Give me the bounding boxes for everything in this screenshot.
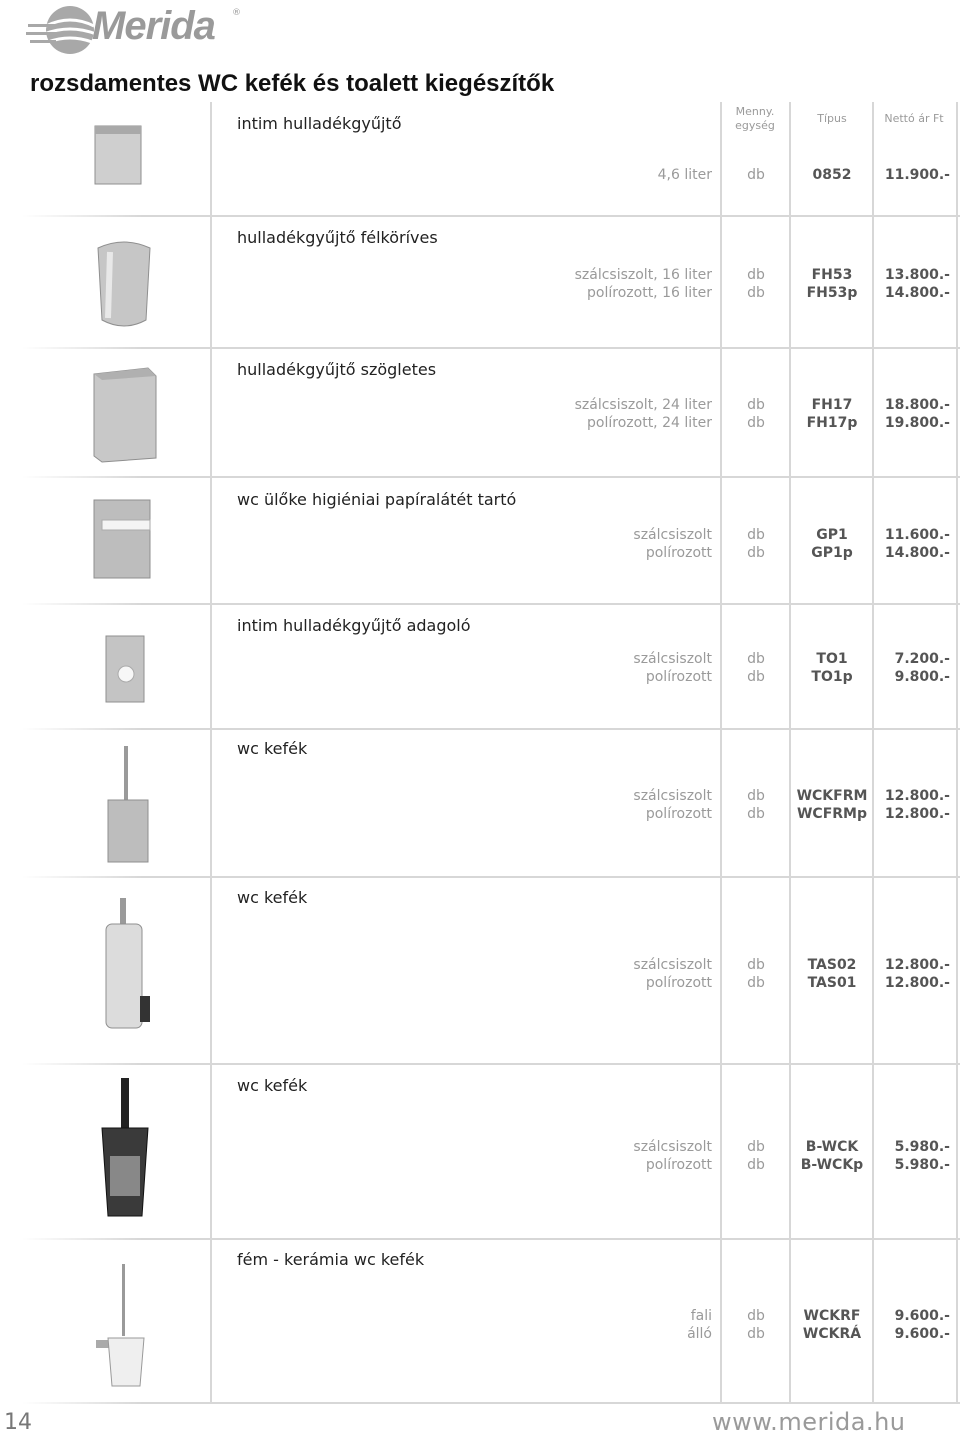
product-code: WCKRÁ: [802, 1326, 862, 1342]
wc-brush-ceramic-image: [92, 1262, 156, 1396]
product-price: 5.980.-: [894, 1157, 950, 1173]
unit-value: db: [747, 1139, 765, 1155]
unit-value: db: [747, 788, 765, 804]
square-bin-image: [88, 366, 160, 464]
product-code: GP1p: [811, 545, 853, 561]
product-price: 19.800.-: [884, 415, 950, 431]
wc-brush-wall-image: [100, 744, 156, 866]
header-qty: Menny. egység: [735, 105, 775, 132]
product-code: GP1: [816, 527, 848, 543]
product-description: szálcsiszolt: [633, 788, 712, 804]
product-code: FH53: [811, 267, 853, 283]
category-label: intim hulladékgyűjtő adagoló: [237, 616, 471, 635]
column-divider: [720, 102, 722, 1404]
row-divider: [22, 1402, 960, 1404]
website-link[interactable]: www.merida.hu: [712, 1408, 906, 1436]
unit-value: db: [747, 1157, 765, 1173]
unit-value: db: [747, 1308, 765, 1324]
header-price: Nettó ár Ft: [884, 112, 944, 125]
unit-value: db: [747, 285, 765, 301]
header-type: Típus: [817, 112, 847, 125]
product-price: 5.980.-: [894, 1139, 950, 1155]
product-description: szálcsiszolt: [633, 651, 712, 667]
category-label: intim hulladékgyűjtő: [237, 114, 402, 133]
unit-value: db: [747, 397, 765, 413]
unit-value: db: [747, 167, 765, 183]
row-divider: [22, 347, 960, 349]
product-price: 9.800.-: [894, 669, 950, 685]
product-description: szálcsiszolt, 16 liter: [574, 267, 712, 283]
intim-dispenser-image: [102, 632, 148, 706]
product-code: FH53p: [806, 285, 858, 301]
product-code: 0852: [812, 167, 852, 183]
row-divider: [22, 728, 960, 730]
product-price: 9.600.-: [894, 1308, 950, 1324]
unit-value: db: [747, 1326, 765, 1342]
semicircle-bin-image: [92, 238, 156, 330]
unit-value: db: [747, 267, 765, 283]
product-description: szálcsiszolt: [633, 527, 712, 543]
unit-value: db: [747, 415, 765, 431]
unit-value: db: [747, 806, 765, 822]
product-description: polírozott: [645, 975, 712, 991]
product-code: WCKRF: [803, 1308, 861, 1324]
row-divider: [22, 876, 960, 878]
product-price: 12.800.-: [884, 788, 950, 804]
column-divider: [872, 102, 874, 1404]
product-description: szálcsiszolt: [633, 1139, 712, 1155]
wc-brush-black-image: [92, 1076, 158, 1224]
product-description: szálcsiszolt, 24 liter: [574, 397, 712, 413]
product-description: fali: [690, 1308, 712, 1324]
product-code: WCFRMp: [796, 806, 867, 822]
product-price: 18.800.-: [884, 397, 950, 413]
product-code: TO1p: [811, 669, 853, 685]
page-title: rozsdamentes WC kefék és toalett kiegészítők: [30, 70, 555, 97]
unit-value: db: [747, 957, 765, 973]
product-code: B-WCKp: [800, 1157, 864, 1173]
category-label: wc kefék: [237, 739, 308, 758]
product-price: 13.800.-: [884, 267, 950, 283]
category-label: wc kefék: [237, 888, 308, 907]
product-description: álló: [687, 1326, 712, 1342]
unit-value: db: [747, 669, 765, 685]
product-description: polírozott: [645, 669, 712, 685]
row-divider: [22, 603, 960, 605]
product-price: 12.800.-: [884, 957, 950, 973]
product-price: 9.600.-: [894, 1326, 950, 1342]
product-price: 11.900.-: [884, 167, 950, 183]
product-description: 4,6 liter: [657, 167, 712, 183]
page-number: 14: [4, 1410, 32, 1435]
product-price: 12.800.-: [884, 975, 950, 991]
product-price: 14.800.-: [884, 285, 950, 301]
product-price: 12.800.-: [884, 806, 950, 822]
row-divider: [22, 1238, 960, 1240]
intim-bin-image: [90, 122, 146, 188]
seat-cover-holder-image: [88, 496, 158, 582]
wc-brush-round-image: [96, 896, 156, 1034]
column-divider: [956, 102, 958, 1404]
category-label: hulladékgyűjtő félköríves: [237, 228, 438, 247]
product-price: 11.600.-: [884, 527, 950, 543]
product-description: polírozott: [645, 545, 712, 561]
product-description: szálcsiszolt: [633, 957, 712, 973]
column-divider: [210, 102, 212, 1404]
product-code: FH17p: [806, 415, 858, 431]
category-label: wc ülőke higiéniai papíralátét tartó: [237, 490, 517, 509]
product-code: TAS02: [807, 957, 857, 973]
category-label: hulladékgyűjtő szögletes: [237, 360, 437, 379]
unit-value: db: [747, 651, 765, 667]
column-divider: [789, 102, 791, 1404]
product-code: B-WCK: [805, 1139, 859, 1155]
product-description: polírozott, 16 liter: [587, 285, 712, 301]
product-description: polírozott: [645, 806, 712, 822]
brand-name: Merida: [92, 4, 215, 48]
category-label: fém - kerámia wc kefék: [237, 1250, 425, 1269]
product-code: WCKFRM: [796, 788, 868, 804]
product-description: polírozott, 24 liter: [587, 415, 712, 431]
registered-mark: ®: [232, 8, 241, 18]
category-label: wc kefék: [237, 1076, 308, 1095]
unit-value: db: [747, 527, 765, 543]
product-code: FH17: [811, 397, 853, 413]
unit-value: db: [747, 545, 765, 561]
row-divider: [22, 1063, 960, 1065]
product-code: TAS01: [807, 975, 857, 991]
row-divider: [22, 215, 960, 217]
product-description: polírozott: [645, 1157, 712, 1173]
product-price: 14.800.-: [884, 545, 950, 561]
product-price: 7.200.-: [894, 651, 950, 667]
row-divider: [22, 476, 960, 478]
unit-value: db: [747, 975, 765, 991]
product-code: TO1: [816, 651, 848, 667]
